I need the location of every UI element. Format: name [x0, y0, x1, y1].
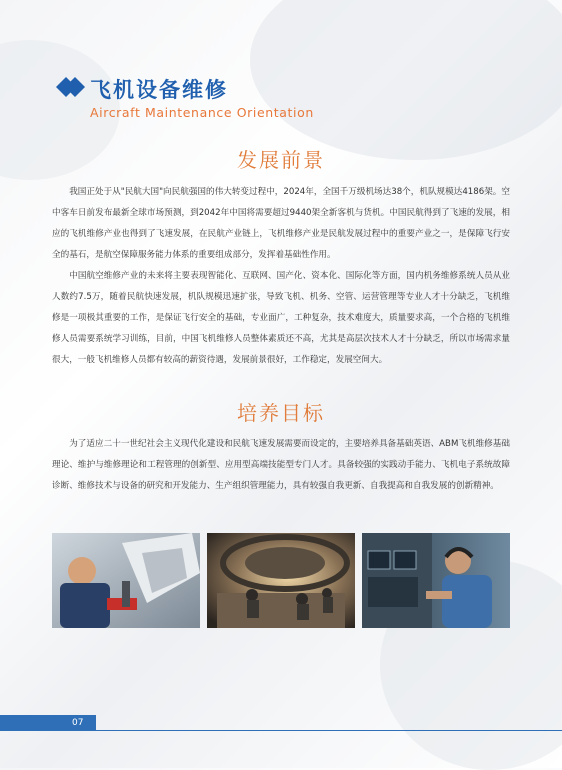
paragraph: 中国航空维修产业的未来将主要表现智能化、互联网、国产化、资本化、国际化等方面，国内机务维修系统人员从业人数约7.5万，随着民航快速发展，机队规模迅速扩张，导致飞机、机务、空管、运营管理等专业人才十分缺乏，飞机维修是一项极其重要的工作，是保证飞行安全的基础，专业面广，工种复杂，技术难度大，质量要求高，一个合格的飞机维修人员需要系统学习训练，目前，中国飞机维修人员整体素质还不高，尤其是高层次技术人才十分缺乏，所以市场需求量很大，一般飞机维修人员都有较高的薪资待遇，发展前景很好，工作稳定，发展空间大。 — [52, 271, 510, 365]
double-diamond-icon — [56, 76, 86, 98]
engine-inspection-photo — [52, 533, 200, 628]
section-body-prospects — [52, 182, 510, 371]
page-title: 飞机设备维修 — [90, 78, 228, 102]
page-subtitle: Aircraft Maintenance Orientation — [90, 105, 314, 120]
paragraph: 为了适应二十一世纪社会主义现代化建设和民航飞速发展需要而设定的，主要培养具备基础英语、ABM飞机维修基础理论、维护与维修理论和工程管理的创新型、应用型高端技能型专门人才。具备较强的实践动手能力、飞机电子系统故障诊断、维修技术与设备的研究和开发能力、生产组织管理能力，具有较强自我更新、自我提高和自我发展的创新精神。 — [52, 439, 510, 491]
background-decoration — [250, 0, 562, 160]
photo-strip — [52, 533, 510, 628]
engine-workshop-photo — [207, 533, 355, 628]
page-number: 07 — [72, 718, 84, 728]
cockpit-photo — [362, 533, 510, 628]
footer-divider — [96, 730, 562, 731]
paragraph: 我国正处于从"民航大国"向民航强国的伟大转变过程中，2024年，全国千万级机场达38个，机队规模达4186架。空中客车日前发布最新全球市场预测，到2042年中国将需要超过9440架全新客机与货机。中国民航得到了飞速的发展，相应的飞机维修产业也得到了飞速发展，在民航产业链上，飞机维修产业是民航发展过程中的重要产业之一，是保障飞行安全的基石，是航空保障服务能力体系的重要组成部分，发挥着基础性作用。 — [52, 187, 510, 260]
section-heading-prospects: 发展前景 — [237, 148, 325, 172]
section-body-goals — [52, 434, 510, 497]
section-heading-goals: 培养目标 — [237, 401, 325, 425]
